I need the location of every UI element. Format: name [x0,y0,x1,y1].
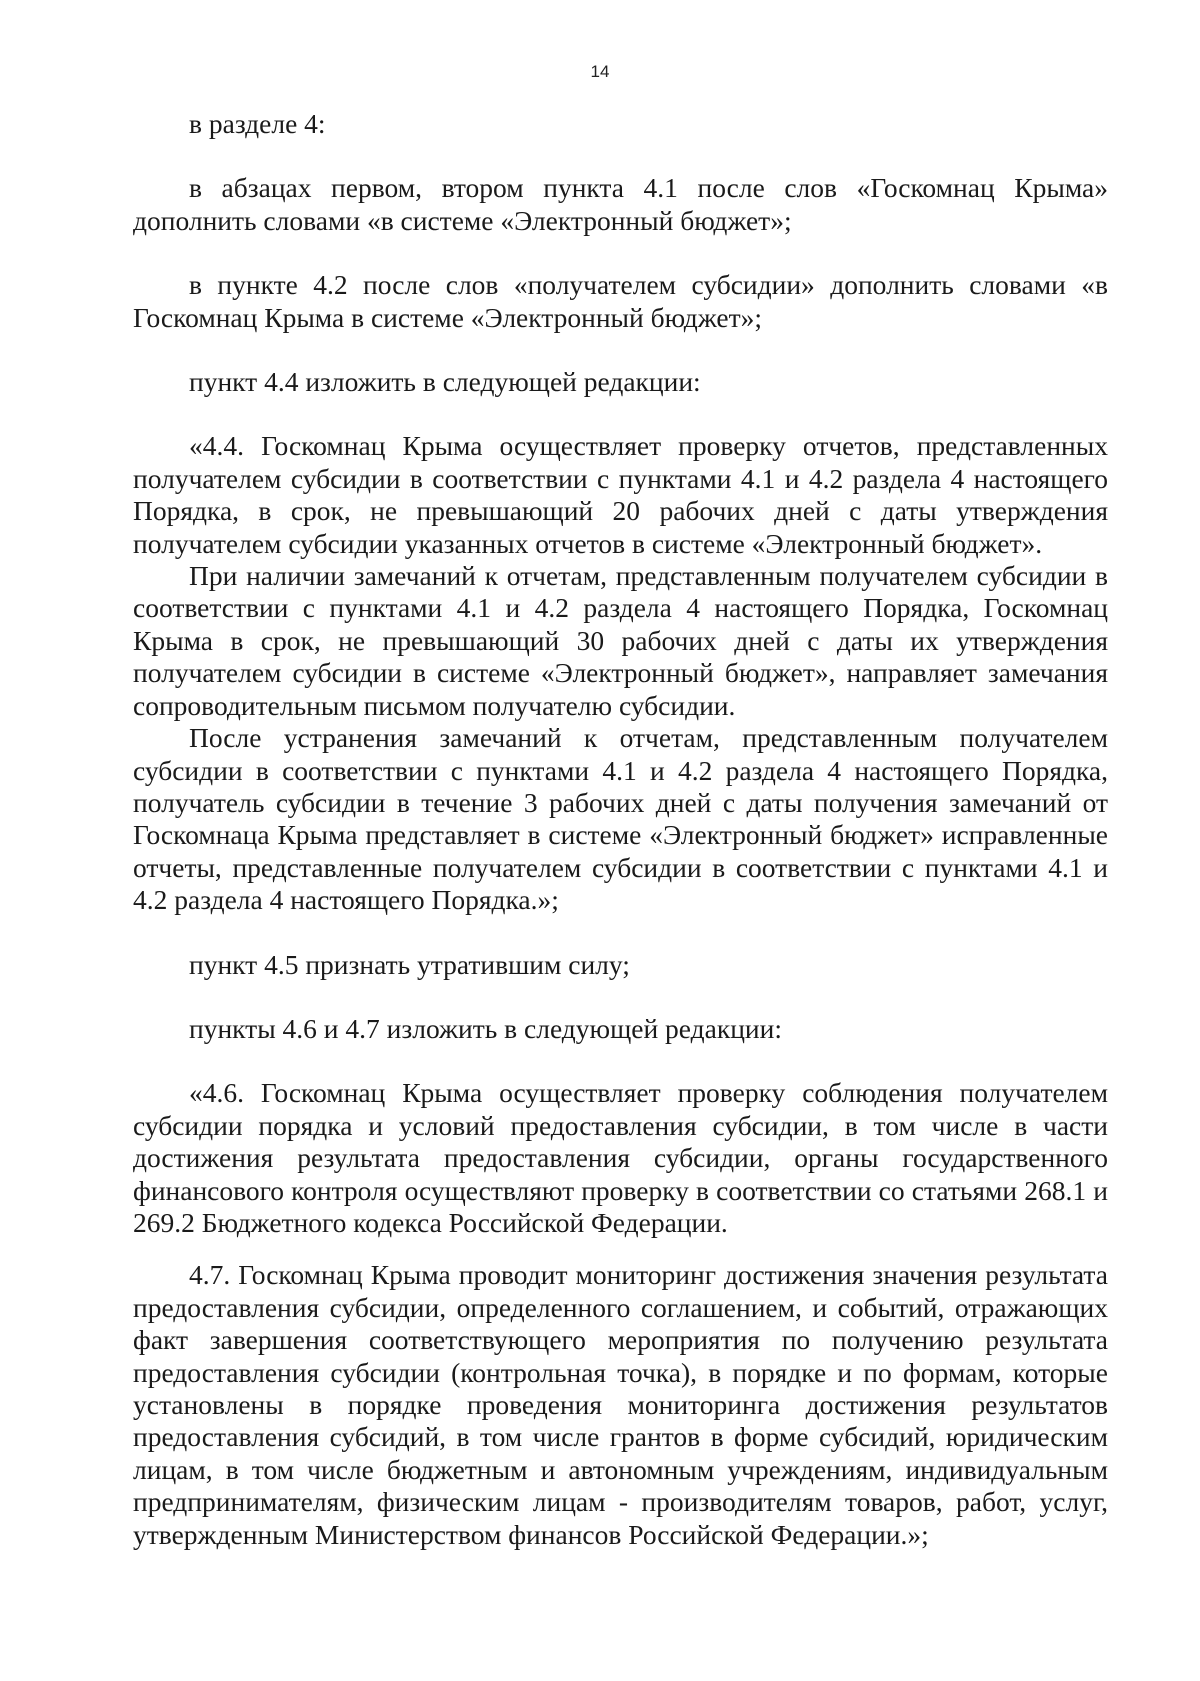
document-body [133,108,1108,1551]
paragraph-6: При наличии замечаний к отчетам, представленным получателем субсидии в соответствии с пунктами 4.1 и 4.2 раздела 4 настоящего Порядка, Госкомнац Крыма в срок, не превышающий 30 рабочих дней с даты их утверждения получателем субсидии в системе «Электронный бюджет», направляет замечания сопроводительным письмом получателю субсидии. [133,560,1108,721]
paragraph-3: в пункте 4.2 после слов «получателем субсидии» дополнить словами «в Госкомнац Крыма в системе «Электронный бюджет»; [133,269,1108,333]
paragraph-10: «4.6. Госкомнац Крыма осуществляет проверку соблюдения получателем субсидии порядка и условий предоставления субсидии, в том числе в части достижения результата предоставления субсидии, органы государственного финансового контроля осуществляют проверку в соответствии со статьями 268.1 и 269.2 Бюджетного кодекса Российской Федерации. [133,1077,1108,1238]
paragraph-8: пункт 4.5 признать утратившим силу; [189,948,630,980]
paragraph-5: «4.4. Госкомнац Крыма осуществляет проверку отчетов, представленных получателем субсидии в соответствии с пунктами 4.1 и 4.2 раздела 4 настоящего Порядка, в срок, не превышающий 20 рабочих дней с даты утверждения получателем субсидии указанных отчетов в системе «Электронный бюджет». [133,430,1108,559]
paragraph-4: пункт 4.4 изложить в следующей редакции: [189,366,701,398]
paragraph-7: После устранения замечаний к отчетам, представленным получателем субсидии в соответствии с пунктами 4.1 и 4.2 раздела 4 настоящего Порядка, получатель субсидии в течение 3 рабочих дней с даты получения замечаний от Госкомнаца Крыма представляет в системе «Электронный бюджет» исправленные отчеты, представленные получателем субсидии в соответствии с пунктами 4.1 и 4.2 раздела 4 настоящего Порядка.»; [133,722,1108,916]
page-number: 14 [590,62,610,81]
paragraph-11: 4.7. Госкомнац Крыма проводит мониторинг достижения значения результата предоставления субсидии, определенного соглашением, и событий, отражающих факт завершения соответствующего мероприятия по получению результата предоставления субсидии (контрольная точка), в порядке и по формам, которые установлены в порядке проведения мониторинга достижения результатов предоставления субсидий, в том числе грантов в форме субсидий, юридическим лицам, в том числе бюджетным и автономным учреждениям, индивидуальным предпринимателям, физическим лицам - производителям товаров, работ, услуг, утвержденным Министерством финансов Российской Федерации.»; [133,1259,1108,1550]
paragraph-2: в абзацах первом, втором пункта 4.1 после слов «Госкомнац Крыма» дополнить словами «в системе «Электронный бюджет»; [133,172,1108,236]
paragraph-1: в разделе 4: [189,108,326,139]
paragraph-9: пункты 4.6 и 4.7 изложить в следующей редакции: [189,1012,782,1044]
